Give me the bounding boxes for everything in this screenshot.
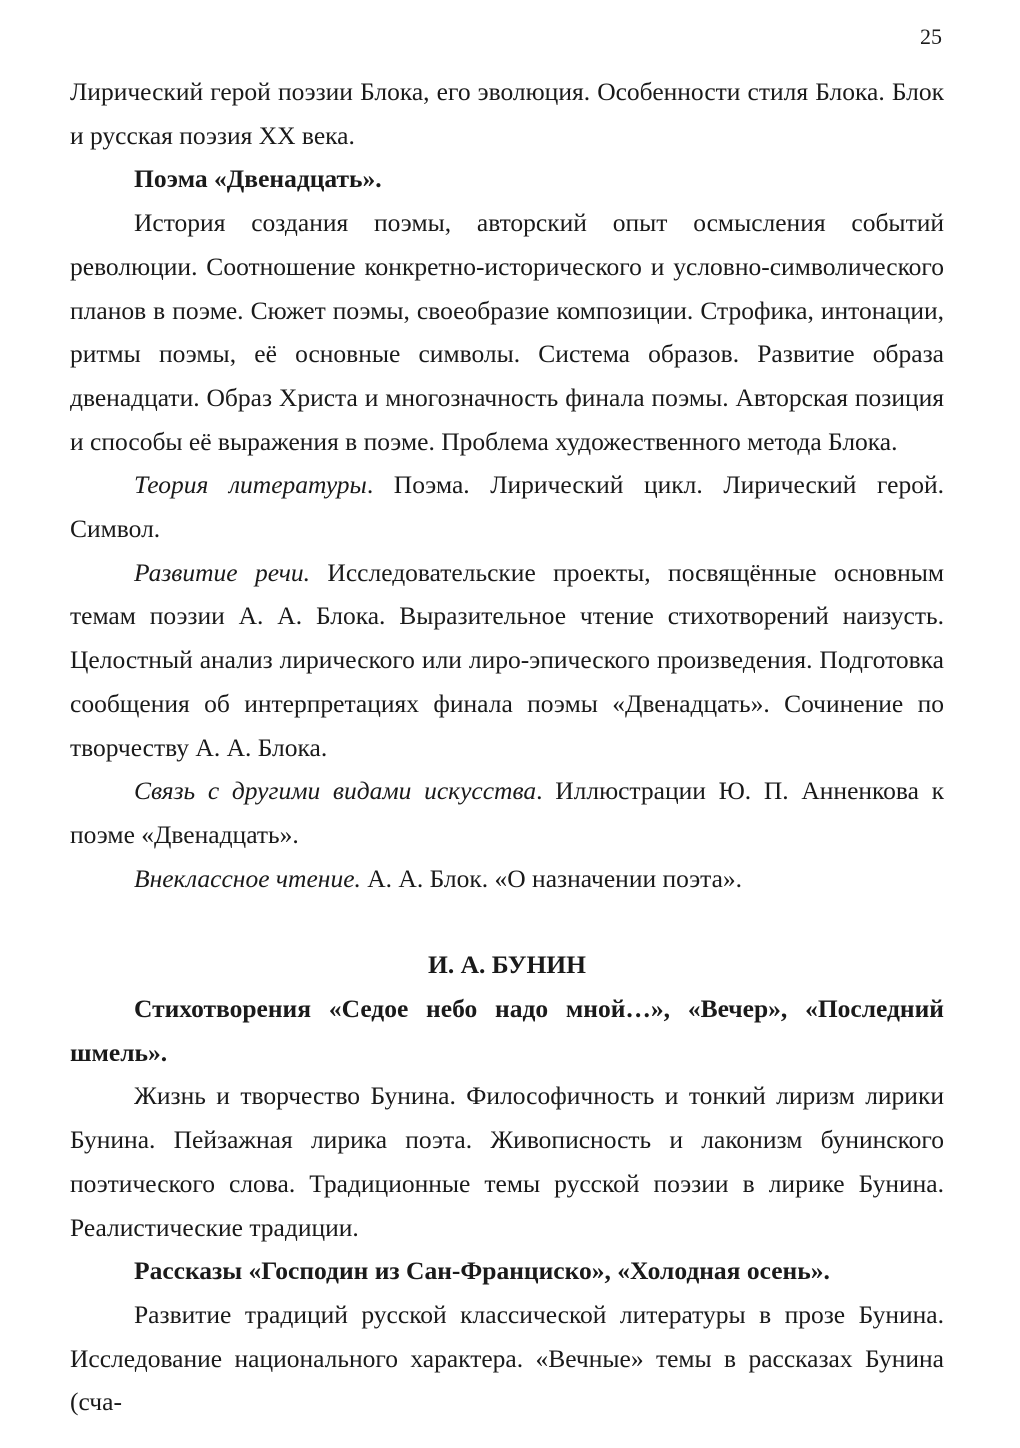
heading-bunin-stories: Рассказы «Господин из Сан-Франциско», «Холодная осень». [134,1256,830,1286]
text-other-arts: . Иллюстрации Ю. П. Анненкова к поэме «Двенадцать». [70,776,944,849]
document-body [70,70,944,1424]
heading-bunin-poems: Стихотворения «Седое небо надо мной…», «Вечер», «Последний шмель». [70,994,944,1067]
paragraph-blok-lyric-hero: Лирический герой поэзии Блока, его эволюция. Особенности стиля Блока. Блок и русская поэзия XX века. [70,77,944,150]
label-literary-theory: Теория литературы [134,470,367,500]
text-extracurricular: А. А. Блок. «О назначении поэта». [360,863,743,893]
paragraph-poem-history: История создания поэмы, авторский опыт осмысления событий революции. Соотношение конкретно-исторического и условно-символического планов в поэме. Сюжет поэмы, своеобразие композиции. Строфика, интонации, ритмы поэмы, её основные символы. Система образов. Развитие образа двенадцати. Образ Христа и многозначность финала поэмы. Авторская позиция и способы её выражения в поэме. Проблема художественного метода Блока. [70,208,944,456]
text-literary-theory: . Поэма. Лирический цикл. Лирический герой. Символ. [70,470,944,544]
paragraph-extracurricular [70,857,944,901]
paragraph-bunin-prose: Развитие традиций русской классической литературы в прозе Бунина. Исследование национального характера. «Вечные» темы в рассказах Бунина (сча- [70,1299,944,1417]
page-number: 25 [920,24,942,49]
label-speech-development: Развитие речи. [134,557,311,587]
heading-poem-twelve: Поэма «Двенадцать». [134,164,382,194]
paragraph-bunin-life: Жизнь и творчество Бунина. Философичность и тонкий лиризм лирики Бунина. Пейзажная лирика поэта. Живописность и лаконизм бунинского поэтического слова. Традиционные темы русской поэзии в лирике Бунина. Реалистические традиции. [70,1081,944,1242]
text-speech-development: Исследовательские проекты, посвящённые основным темам поэзии А. А. Блока. Выразительное чтение стихотворений наизусть. Целостный анализ лирического или лиро-эпического произведения. Подготовка сообщения об интерпретациях финала поэмы «Двенадцать». Сочинение по творчеству А. А. Блока. [70,557,944,762]
paragraph-speech-development [70,551,944,770]
label-other-arts: Связь с другими видами искусства [134,776,537,806]
section-heading-bunin: И. А. БУНИН [428,950,586,980]
label-extracurricular: Внеклассное чтение. [134,863,361,893]
paragraph-other-arts [70,769,944,856]
paragraph-literary-theory [70,463,944,550]
